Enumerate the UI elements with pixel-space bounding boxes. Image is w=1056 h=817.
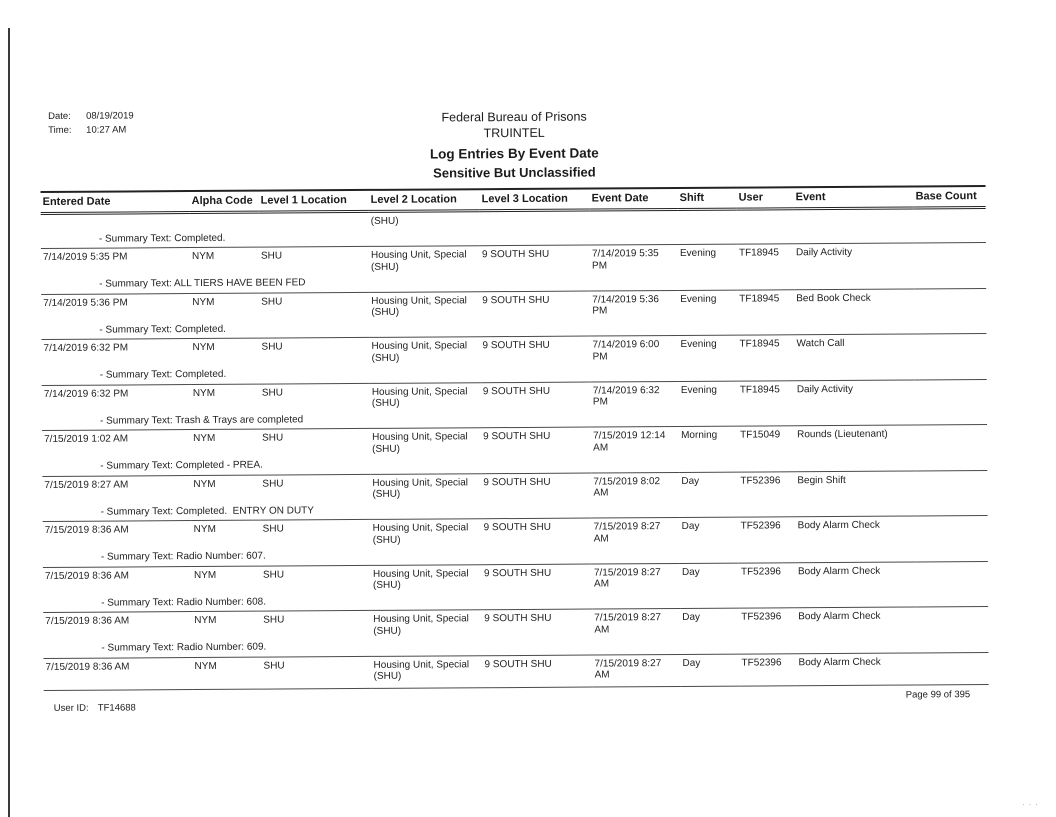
cell-shift [678,209,737,225]
cell-event-date: 7/15/2019 8:27 AM [594,612,662,636]
cell-alpha-code: NYM [192,387,216,399]
column-header-0: Entered Date [41,191,190,213]
cell-level3: 9 SOUTH SHU [483,476,551,488]
column-header-5: Event Date [590,188,678,210]
cell-event [794,208,914,225]
summary-text: - Summary Text: Completed. [42,360,987,385]
cell-base-count [915,379,987,406]
cell-event-date: 7/15/2019 8:02 AM [593,475,661,499]
report-date-line [48,109,134,124]
column-header-6: Shift [678,188,737,210]
cell-alpha-code: NYM [194,614,217,627]
cell-base-count [916,516,988,543]
report-time-line [48,123,134,138]
cell-entered-date: 7/15/2019 8:36 AM [45,660,130,673]
cell-level1: SHU [260,250,283,262]
cell-user: TF18945 [738,247,780,259]
cell-shift: Day [681,520,700,532]
cell-user: TF52396 [741,611,782,623]
cell-entered-date: 7/15/2019 8:36 AM [44,524,129,536]
cell-level2: Housing Unit, Special (SHU) [372,567,469,591]
cell-level1: SHU [261,295,283,308]
cell-event: Bed Book Check [796,292,871,304]
cell-event-date: 7/15/2019 8:27 AM [594,657,662,681]
cell-shift: Day [682,611,701,623]
system-title: TRUINTEL [483,125,545,141]
cell-entered-date [41,213,190,230]
cell-level2: Housing Unit, Special (SHU) [372,476,469,500]
cell-entered-date: 7/15/2019 8:36 AM [44,569,129,582]
cell-level2: Housing Unit, Special (SHU) [371,340,468,364]
cell-base-count [916,607,988,634]
cell-event: Watch Call [796,337,845,350]
table-body [41,208,989,690]
scanned-report-page [40,99,992,745]
cell-base-count [915,470,987,497]
summary-text: - Summary Text: Completed. ENTRY ON DUTY [42,497,987,522]
cell-entered-date: 7/14/2019 5:35 PM [42,251,128,263]
cell-alpha-code: NYM [193,478,216,490]
cell-event: Body Alarm Check [798,656,881,668]
cell-entered-date: 7/14/2019 6:32 PM [43,342,129,354]
cell-base-count [914,208,986,224]
time-value: 10:27 AM [86,124,127,136]
cell-level1: SHU [263,659,285,672]
footer-user-id [54,702,136,714]
cell-shift: Evening [679,247,717,259]
cell-user [737,209,794,225]
cell-base-count [914,334,986,361]
cell-shift: Day [682,657,701,669]
cell-level1: SHU [261,386,283,399]
report-titles [40,99,988,184]
cell-event: Daily Activity [795,246,853,259]
cell-alpha-code: NYM [191,250,215,263]
cell-event-date: 7/14/2019 5:36 PM [592,293,660,317]
cell-user: TF18945 [739,383,780,396]
cell-level1: SHU [261,341,283,353]
summary-text: - Summary Text: Completed. [41,224,986,249]
cell-user: TF52396 [740,474,781,487]
summary-text: - Summary Text: Trash & Trays are completed [42,406,987,431]
cell-shift: Day [681,566,700,578]
cell-alpha-code: NYM [193,523,216,536]
cell-event: Daily Activity [796,383,853,395]
cell-event: Body Alarm Check [797,519,880,532]
summary-text: - Summary Text: ALL TIERS HAVE BEEN FED [41,269,986,294]
report-meta [48,109,134,138]
cell-event: Begin Shift [797,474,846,486]
cell-event-date: 7/15/2019 12:14 AM [593,430,666,454]
cell-event-date: 7/15/2019 8:27 AM [593,566,661,590]
cell-user: TF18945 [739,338,780,350]
cell-alpha-code: NYM [193,569,217,581]
cell-level2: Housing Unit, Special (SHU) [372,522,469,546]
cell-base-count [915,425,987,452]
cell-shift: Evening [680,338,717,350]
cell-level2: (SHU) [370,215,399,227]
cell-shift: Morning [681,429,718,441]
cell-shift: Evening [680,384,717,396]
cell-entered-date: 7/15/2019 1:02 AM [44,433,129,445]
cell-event: Rounds (Lieutenant) [797,428,888,441]
cell-entered-date: 7/15/2019 8:27 AM [44,478,129,491]
cell-level3: 9 SOUTH SHU [482,339,550,352]
scan-edge-artifact [8,28,10,817]
date-value: 08/19/2019 [86,110,134,122]
cell-event-date: 7/14/2019 6:00 PM [592,339,660,363]
summary-text: - Summary Text: Radio Number: 608. [43,588,988,613]
cell-base-count [916,652,988,679]
cell-level2: Housing Unit, Special (SHU) [371,294,467,318]
cell-level2: Housing Unit, Special (SHU) [372,431,468,455]
cell-shift: Evening [680,293,717,305]
cell-user: TF52396 [740,520,781,532]
column-header-8: Event [794,187,914,209]
column-header-2: Level 1 Location [259,190,369,212]
column-header-7: User [737,187,794,209]
footer-page-number: Page 99 of 395 [905,689,971,701]
cell-level1 [259,211,369,228]
cell-event: Body Alarm Check [798,610,881,623]
cell-level3: 9 SOUTH SHU [483,430,551,443]
cell-level3: 9 SOUTH SHU [483,567,552,579]
user-id-value: TF14688 [97,702,136,714]
cell-level3: 9 SOUTH SHU [482,294,550,306]
time-label: Time: [48,124,72,136]
cell-event-date [590,209,678,226]
cell-level3: 9 SOUTH SHU [481,248,550,261]
cell-base-count [914,288,986,315]
cell-level1: SHU [262,477,284,490]
cell-level3: 9 SOUTH SHU [483,521,551,534]
cell-alpha-code: NYM [192,341,215,354]
cell-level2: Housing Unit, Special (SHU) [371,385,468,409]
cell-entered-date: 7/14/2019 6:32 PM [43,387,129,400]
column-header-4: Level 3 Location [480,189,590,211]
summary-text: - Summary Text: Radio Number: 607. [43,542,988,567]
cell-level2: Housing Unit, Special (SHU) [370,249,467,273]
summary-text: - Summary Text: Completed - PREA. [42,451,987,476]
column-header-9: Base Count [914,186,986,208]
cell-level1: SHU [262,568,285,581]
cell-event-date: 7/14/2019 6:32 PM [592,384,660,408]
cell-entered-date: 7/15/2019 8:36 AM [45,615,130,627]
cell-alpha-code [190,212,259,228]
cell-level2: Housing Unit, Special (SHU) [373,613,469,637]
cell-user: TF18945 [739,292,780,305]
cell-alpha-code: NYM [194,660,217,672]
cell-user: TF52396 [741,656,782,669]
date-label: Date: [48,110,71,122]
cell-base-count [914,243,986,270]
column-header-1: Alpha Code [190,191,259,213]
cell-level3 [480,210,590,227]
cell-level1: SHU [262,523,284,535]
cell-level1: SHU [262,432,284,444]
cell-user: TF15049 [740,429,781,441]
cell-event-date: 7/15/2019 8:27 AM [593,521,661,545]
cell-alpha-code: NYM [193,432,216,445]
cell-level1: SHU [263,614,285,626]
cell-event-date: 7/14/2019 5:35 PM [591,248,659,272]
cell-level3: 9 SOUTH SHU [484,612,552,625]
cell-base-count [916,561,988,588]
scan-corner-artifact: ··· [1022,800,1042,809]
cell-level2: Housing Unit, Special (SHU) [373,658,470,682]
cell-level3: 9 SOUTH SHU [482,385,551,397]
summary-text: - Summary Text: Completed. [41,315,986,340]
user-id-label: User ID: [53,702,89,714]
cell-event: Body Alarm Check [797,565,881,577]
cell-shift: Day [681,475,700,487]
cell-alpha-code: NYM [192,296,215,308]
cell-level3: 9 SOUTH SHU [484,658,552,670]
report-title: Log Entries By Event Date [429,145,599,162]
summary-text: - Summary Text: Radio Number: 609. [43,633,988,658]
column-header-3: Level 2 Location [369,189,480,211]
cell-entered-date: 7/14/2019 5:36 PM [43,296,128,309]
classification-banner: Sensitive But Unclassified [433,164,596,181]
log-entries-table [41,185,989,690]
cell-user: TF52396 [740,565,782,578]
org-title: Federal Bureau of Prisons [441,109,587,125]
